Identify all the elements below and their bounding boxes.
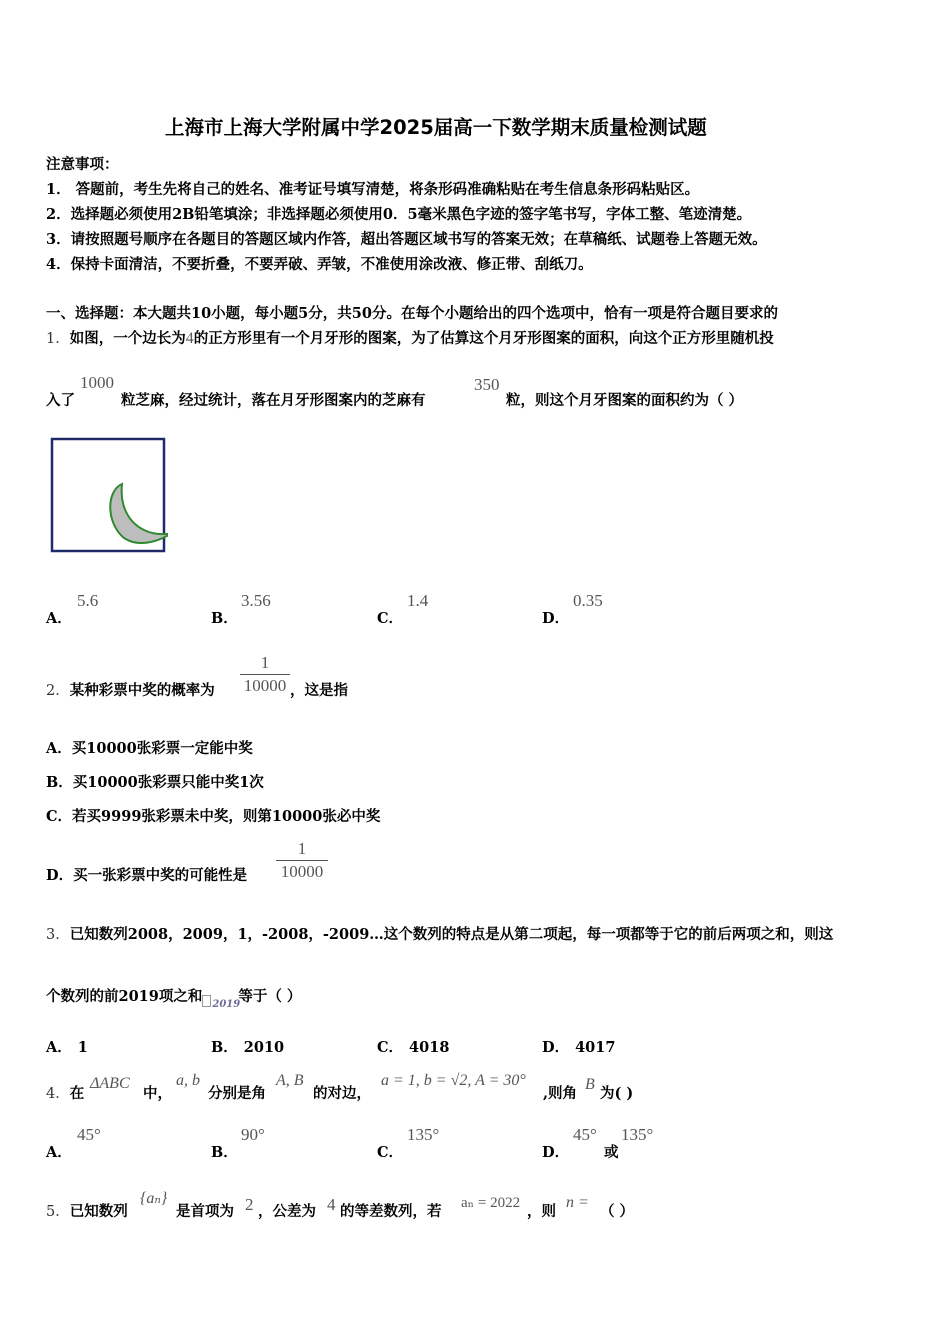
notice-item: 1． 答题前，考生先将自己的姓名、准考证号填写清楚，将条形码准确粘贴在考生信息条形码粘贴区。: [46, 181, 700, 198]
notice-item: 4．保持卡面清洁，不要折叠，不要弄破、弄皱，不准使用涂改液、修正带、刮纸刀。: [46, 256, 593, 273]
fraction-numerator: 1: [297, 839, 307, 858]
q5-text: ，则: [527, 1203, 556, 1220]
option-label: B．: [211, 1039, 238, 1056]
option-b-label: B．: [211, 610, 238, 627]
crescent-figure: [50, 437, 168, 555]
q4-text: 的对边，: [313, 1085, 371, 1102]
q4-option-b-value: 90°: [241, 1125, 265, 1144]
q3-text: 个数列的前2019项之和: [46, 988, 203, 1005]
option-text: 买10000张彩票一定能中奖: [71, 740, 253, 757]
q2-text-b: ，这是指: [290, 682, 348, 699]
subscript: 2019: [212, 999, 241, 1010]
option-label: D．: [542, 1039, 570, 1056]
fraction-denominator: 10000: [243, 676, 287, 695]
fraction-numerator: 1: [260, 653, 270, 672]
q4-option-d-value: 45°: [573, 1125, 597, 1144]
q4-text: ,则角: [543, 1085, 578, 1102]
option-label: D．: [46, 867, 74, 884]
q5-text: 已知数列: [69, 1203, 128, 1220]
option-text: 买10000张彩票只能中奖1次: [72, 774, 264, 791]
q5-sequence: {aₙ}: [140, 1190, 168, 1207]
q4-option-a-label: A．: [46, 1144, 72, 1161]
q4-text: 在: [69, 1085, 85, 1102]
option-label: C．: [377, 1039, 404, 1056]
q3-option-c: [377, 1036, 449, 1057]
q1-side: 4: [185, 330, 194, 347]
question-number: 3．: [46, 927, 70, 943]
q4-option-a-value: 45°: [77, 1125, 101, 1144]
q4-option-b-label: B．: [211, 1144, 238, 1161]
q5-text: ，公差为: [258, 1203, 316, 1220]
q1-text: 的正方形里有一个月牙形的图案，为了估算这个月牙形图案的面积，向这个正方形里随机投: [193, 330, 774, 347]
q1-text: 如图，一个边长为: [69, 330, 186, 347]
option-c-label: C．: [377, 610, 404, 627]
q3-option-a: [46, 1036, 88, 1057]
q5-first-term: 2: [245, 1195, 254, 1214]
question-number: 4．: [46, 1086, 70, 1102]
q4-option-c-label: C．: [377, 1144, 404, 1161]
option-a-value: 5.6: [77, 591, 99, 610]
page-title: 上海市上海大学附属中学2025届高一下数学期末质量检测试题: [165, 116, 707, 139]
missing-glyph-icon: [202, 995, 211, 1007]
option-text: 2010: [243, 1039, 285, 1056]
option-text: 若买9999张彩票未中奖，则第10000张必中奖: [72, 808, 381, 825]
q4-condition: a = 1, b = √2, A = 30°: [381, 1072, 526, 1089]
q3-text: 等于（ ）: [238, 988, 302, 1005]
q2-fraction: [240, 652, 290, 697]
question-1-line1: [46, 327, 774, 348]
question-3-line2: [46, 985, 302, 1010]
q5-n: n =: [566, 1194, 589, 1211]
q2-option-a: [46, 737, 253, 758]
q4-option-d-value2: 135°: [621, 1125, 654, 1144]
question-5-lead: [46, 1200, 128, 1221]
option-d-value: 0.35: [573, 591, 603, 610]
question-number: 5．: [46, 1204, 70, 1220]
q3-text: 已知数列2008，2009，1，-2008，-2009…这个数列的特点是从第二项起，每一项都等于它的前后两项之和，则这: [69, 926, 834, 943]
question-4-lead: [46, 1082, 84, 1103]
q4-ab: a, b: [176, 1072, 200, 1089]
q5-text: （ ）: [600, 1203, 635, 1220]
q4-triangle: ΔABC: [90, 1075, 130, 1092]
option-label: A．: [46, 1039, 72, 1056]
q4-option-c-value: 135°: [407, 1125, 440, 1144]
notice-item: 3．请按照题号顺序在各题目的答题区域内作答，超出答题区域书写的答案无效；在草稿纸、试题卷上答题无效。: [46, 231, 767, 248]
section-heading: 一、选择题：本大题共10小题，每小题5分，共50分。在每个小题给出的四个选项中，恰有一项是符合题目要求的: [46, 305, 778, 322]
question-number: 2．: [46, 683, 70, 699]
q2-option-d: [46, 864, 247, 885]
q1-line2a: 入了: [46, 392, 75, 409]
question-2-text: [46, 679, 215, 700]
q3-option-b: [211, 1036, 284, 1057]
q1-n: 1000: [80, 373, 114, 392]
q1-m: 350: [474, 375, 500, 394]
q5-text: 是首项为: [176, 1203, 234, 1220]
q4-text: 为( ): [600, 1085, 634, 1102]
question-3-line1: [46, 923, 833, 944]
q3-option-d: [542, 1036, 615, 1057]
option-text: 1: [77, 1039, 88, 1056]
q5-text: 的等差数列，若: [340, 1203, 442, 1220]
q5-common-difference: 4: [327, 1195, 336, 1214]
q2-option-c: [46, 805, 380, 826]
q4-option-d-label: D．: [542, 1144, 570, 1161]
option-a-label: A．: [46, 610, 72, 627]
notice-item: 2．选择题必须使用2B铅笔填涂；非选择题必须使用0．5毫米黑色字迹的签字笔书写，字体工整、笔迹清楚。: [46, 206, 752, 223]
question-number: 1．: [46, 331, 70, 347]
q4-AB: A, B: [276, 1072, 304, 1089]
q1-line2b: 粒芝麻，经过统计，落在月牙形图案内的芝麻有: [121, 392, 426, 409]
option-c-value: 1.4: [407, 591, 429, 610]
option-label: B．: [46, 774, 73, 791]
q5-an: aₙ = 2022: [461, 1195, 521, 1211]
q4-text: 中，: [143, 1085, 172, 1102]
option-text: 4018: [409, 1039, 450, 1056]
q4-option-d-or: 或: [604, 1144, 619, 1161]
notice-heading: 注意事项：: [46, 156, 119, 173]
q2-option-b: [46, 771, 264, 792]
option-label: C．: [46, 808, 73, 825]
q2-text: 某种彩票中奖的概率为: [69, 682, 215, 699]
option-text: 买一张彩票中奖的可能性是: [73, 867, 248, 884]
q1-line2c: 粒，则这个月牙图案的面积约为（ ）: [506, 392, 744, 409]
option-b-value: 3.56: [241, 591, 271, 610]
q2-d-fraction: [276, 838, 328, 883]
q4-text: 分别是角: [208, 1085, 266, 1102]
option-d-label: D．: [542, 610, 570, 627]
fraction-denominator: 10000: [280, 862, 324, 881]
q4-B: B: [585, 1076, 595, 1093]
option-text: 4017: [575, 1039, 616, 1056]
option-label: A．: [46, 740, 72, 757]
